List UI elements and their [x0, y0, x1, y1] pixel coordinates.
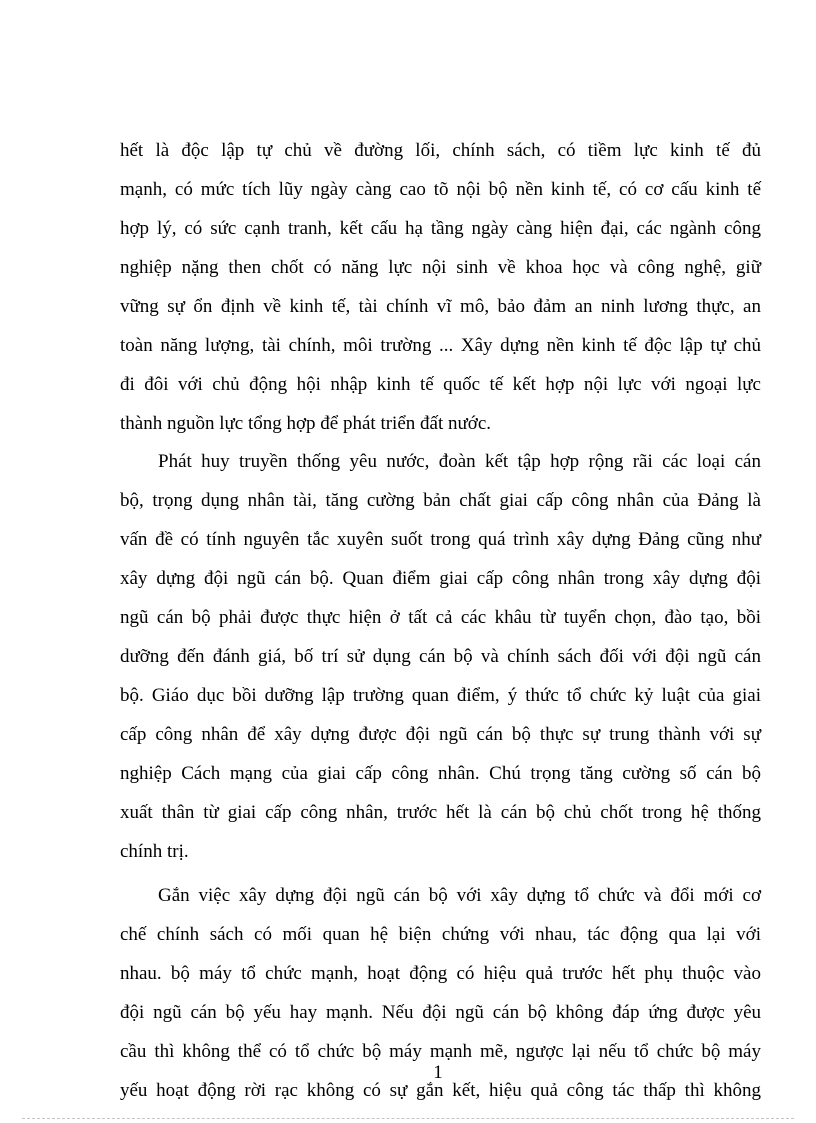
page-bottom-divider — [22, 1118, 794, 1119]
text-line: xây dựng đội ngũ cán bộ. Quan điểm giai cấp công nhân trong xây dựng đội — [120, 568, 761, 589]
text-line: cầu thì không thể có tổ chức bộ máy mạnh mẽ, ngược lại nếu tổ chức bộ máy — [120, 1041, 761, 1062]
text-line: hết là độc lập tự chủ về đường lối, chính sách, có tiềm lực kinh tế đủ — [120, 140, 761, 161]
text-line: đi đôi với chủ động hội nhập kinh tế quốc tế kết hợp nội lực với ngoại lực — [120, 374, 761, 395]
text-line: bộ. Giáo dục bồi dưỡng lập trường quan điểm, ý thức tổ chức kỷ luật của giai — [120, 685, 761, 706]
text-line: Phát huy truyền thống yêu nước, đoàn kết tập hợp rộng rãi các loại cán — [158, 451, 761, 472]
text-line: vững sự ổn định về kinh tế, tài chính vĩ mô, bảo đảm an ninh lương thực, an — [120, 296, 761, 317]
text-line: vấn đề có tính nguyên tắc xuyên suốt trong quá trình xây dựng Đảng cũng như — [120, 529, 761, 550]
text-line: xuất thân từ giai cấp công nhân, trước hết là cán bộ chủ chốt trong hệ thống — [120, 802, 761, 823]
text-line: nghiệp Cách mạng của giai cấp công nhân. Chú trọng tăng cường số cán bộ — [120, 763, 761, 784]
text-line: Gắn việc xây dựng đội ngũ cán bộ với xây dựng tổ chức và đổi mới cơ — [158, 885, 761, 906]
text-line: dưỡng đến đánh giá, bố trí sử dụng cán bộ và chính sách đối với đội ngũ cán — [120, 646, 761, 667]
text-line: đội ngũ cán bộ yếu hay mạnh. Nếu đội ngũ cán bộ không đáp ứng được yêu — [120, 1002, 761, 1023]
text-line: nghiệp nặng then chốt có năng lực nội sinh về khoa học và công nghệ, giữ — [120, 257, 761, 278]
text-line: yếu hoạt động rời rạc không có sự gắn kết, hiệu quả công tác thấp thì không — [120, 1080, 761, 1101]
text-line: thành nguồn lực tổng hợp để phát triển đất nước. — [120, 413, 492, 434]
text-line: toàn năng lượng, tài chính, môi trường ... Xây dựng nền kinh tế độc lập tự chủ — [120, 335, 761, 356]
text-line: cấp công nhân để xây dựng được đội ngũ cán bộ thực sự trung thành với sự — [120, 724, 761, 745]
text-line: bộ, trọng dụng nhân tài, tăng cường bản chất giai cấp công nhân của Đảng là — [120, 490, 761, 511]
text-line: nhau. bộ máy tổ chức mạnh, hoạt động có hiệu quả trước hết phụ thuộc vào — [120, 963, 761, 984]
text-line: chính trị. — [120, 841, 189, 862]
text-line: ngũ cán bộ phải được thực hiện ở tất cả các khâu từ tuyển chọn, đào tạo, bồi — [120, 607, 761, 628]
text-line: hợp lý, có sức cạnh tranh, kết cấu hạ tầng ngày càng hiện đại, các ngành công — [120, 218, 761, 239]
page-number: 1 — [433, 1062, 443, 1083]
text-line: mạnh, có mức tích lũy ngày càng cao tõ nội bộ nền kinh tế, có cơ cấu kinh tế — [120, 179, 761, 200]
text-line: chế chính sách có mối quan hệ biện chứng với nhau, tác động qua lại với — [120, 924, 761, 945]
